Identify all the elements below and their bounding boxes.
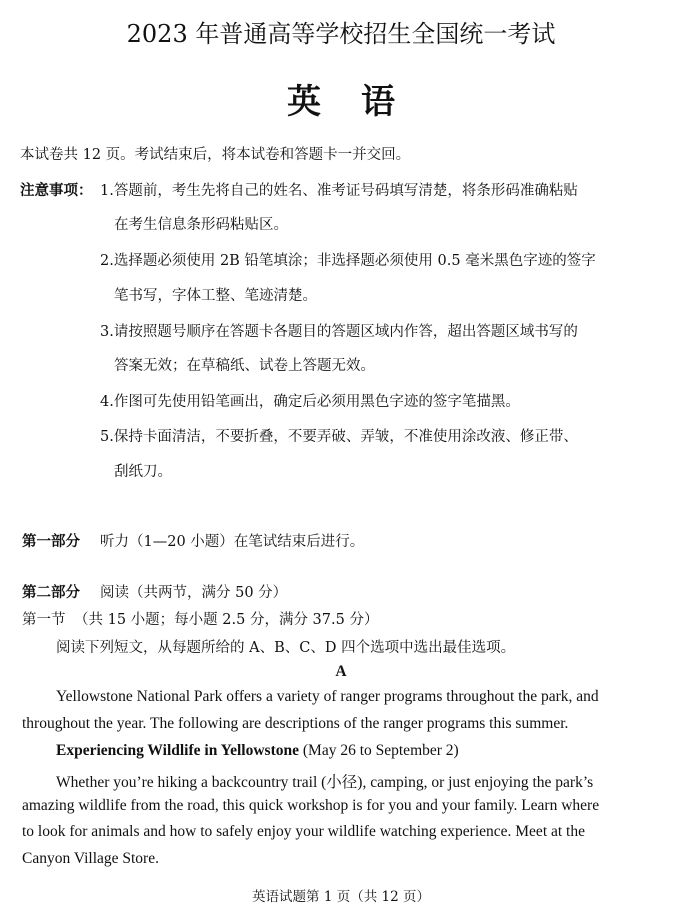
passage-p2-line3: to look for animals and how to safely enjoy your wildlife watching experience. Meet at the — [22, 823, 585, 840]
passage-p2-line1: Whether you’re hiking a backcountry trail (小径), camping, or just enjoying the park’s — [56, 774, 594, 791]
note-item-1-line1: 1.答题前，考生先将自己的姓名、准考证号码填写清楚，将条形码准确粘贴 — [100, 183, 578, 199]
passage-heading-line — [56, 742, 459, 760]
note-item-3-line2: 答案无效；在草稿纸、试卷上答题无效。 — [114, 358, 375, 374]
part2-label: 第二部分 — [22, 584, 80, 601]
part1-label: 第一部分 — [22, 533, 80, 550]
passage-p2-line4: Canyon Village Store. — [22, 850, 159, 867]
note-item-4-line1: 4.作图可先使用铅笔画出，确定后必须用黑色字迹的签字笔描黑。 — [100, 394, 520, 410]
intro-text: 本试卷共 12 页。考试结束后，将本试卷和答题卡一并交回。 — [20, 147, 411, 163]
passage-p1-line1: Yellowstone National Park offers a variety of ranger programs throughout the park, and — [56, 688, 599, 705]
subject-title: 英语 — [287, 82, 435, 122]
page-footer: 英语试题第 1 页（共 12 页） — [252, 889, 430, 905]
note-item-3-line1: 3.请按照题号顺序在答题卡各题目的答题区域内作答，超出答题区域书写的 — [100, 324, 578, 340]
section-label: 第一节 — [22, 612, 66, 628]
notes-label: 注意事项： — [20, 182, 93, 199]
part1-text: 听力（1—20 小题）在笔试结束后进行。 — [100, 534, 365, 550]
passage-letter: A — [335, 663, 347, 680]
note-item-1-line2: 在考生信息条形码粘贴区。 — [114, 217, 288, 233]
instruction-text: 阅读下列短文，从每题所给的 A、B、C、D 四个选项中选出最佳选项。 — [56, 640, 516, 656]
passage-p2-line2: amazing wildlife from the road, this quick workshop is for you and your family. Learn where — [22, 797, 600, 814]
passage-heading-date: (May 26 to September 2) — [302, 742, 459, 759]
note-item-5-line2: 刮纸刀。 — [114, 464, 172, 480]
passage-p1-line2: throughout the year. The following are descriptions of the ranger programs this summer. — [22, 715, 569, 732]
section-text: （共 15 小题；每小题 2.5 分，满分 37.5 分） — [74, 612, 379, 628]
exam-title: 2023 年普通高等学校招生全国统一考试 — [126, 20, 556, 48]
note-item-2-line2: 笔书写，字体工整、笔迹清楚。 — [114, 288, 317, 304]
note-item-5-line1: 5.保持卡面清洁，不要折叠，不要弄破、弄皱，不准使用涂改液、修正带、 — [100, 429, 578, 445]
passage-heading: Experiencing Wildlife in Yellowstone — [56, 742, 299, 759]
part2-text: 阅读（共两节，满分 50 分） — [100, 585, 288, 601]
note-item-2-line1: 2.选择题必须使用 2B 铅笔填涂；非选择题必须使用 0.5 毫米黑色字迹的签字 — [100, 253, 596, 269]
